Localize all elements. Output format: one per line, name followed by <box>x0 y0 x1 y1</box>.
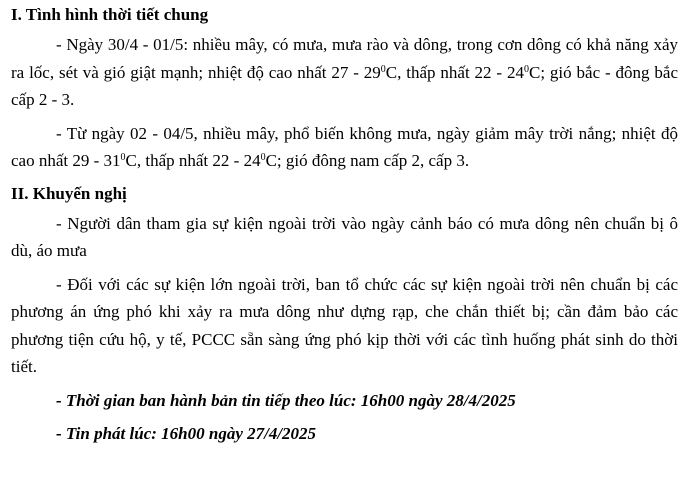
forecast-text: C; gió bắc - đông bắc cấp 2 - 3. <box>11 62 679 109</box>
issued-at-note: - Tin phát lúc: 16h00 ngày 27/4/2025 <box>56 424 317 443</box>
degree-superscript: 0 <box>120 152 126 163</box>
section-heading-recommendations: II. Khuyến nghị <box>11 183 127 203</box>
degree-superscript: 0 <box>260 152 266 163</box>
forecast-text: - Từ ngày 02 - 04/5, nhiều mây, phổ biến không mưa, ngày giảm mây trời nắng; nhiệt độ cao nhất 29 - 31 <box>11 123 678 170</box>
section-heading-general-weather: I. Tình hình thời tiết chung <box>11 5 209 24</box>
forecast-text: - Ngày 30/4 - 01/5: nhiều mây, có mưa, mưa rào và dông, trong cơn dông có khả năng xảy ra lốc, sét và gió giật mạnh; nhiệt độ cao nhất 27 - 29 <box>11 35 678 82</box>
forecast-text: C, thấp nhất 22 - 24 <box>385 62 524 82</box>
forecast-text: C; gió đông nam cấp 2, cấp 3. <box>265 151 470 170</box>
recommendation-paragraph-public: - Người dân tham gia sự kiện ngoài trời vào ngày cảnh báo có mưa dông nên chuẩn bị ô dù, áo mưa <box>11 213 678 260</box>
next-bulletin-note: - Thời gian ban hành bản tin tiếp theo lúc: 16h00 ngày 28/4/2025 <box>56 390 516 410</box>
recommendation-paragraph-organizers: - Đối với các sự kiện lớn ngoài trời, ban tổ chức các sự kiện ngoài trời nên chuẩn bị các phương án ứng phó khi xảy ra mưa dông như dựng rạp, che chắn thiết bị; cần đảm bảo các phương tiện cứu hộ, y tế, PCCC sẵn sàng ứng phó kịp thời với các tình huống phát sinh do thời tiết. <box>11 274 678 376</box>
degree-superscript: 0 <box>523 63 529 75</box>
forecast-paragraph-may02-may04 <box>11 120 678 175</box>
forecast-text: C, thấp nhất 22 - 24 <box>125 151 261 170</box>
forecast-paragraph-apr30-may01 <box>11 31 678 114</box>
degree-superscript: 0 <box>380 63 386 75</box>
